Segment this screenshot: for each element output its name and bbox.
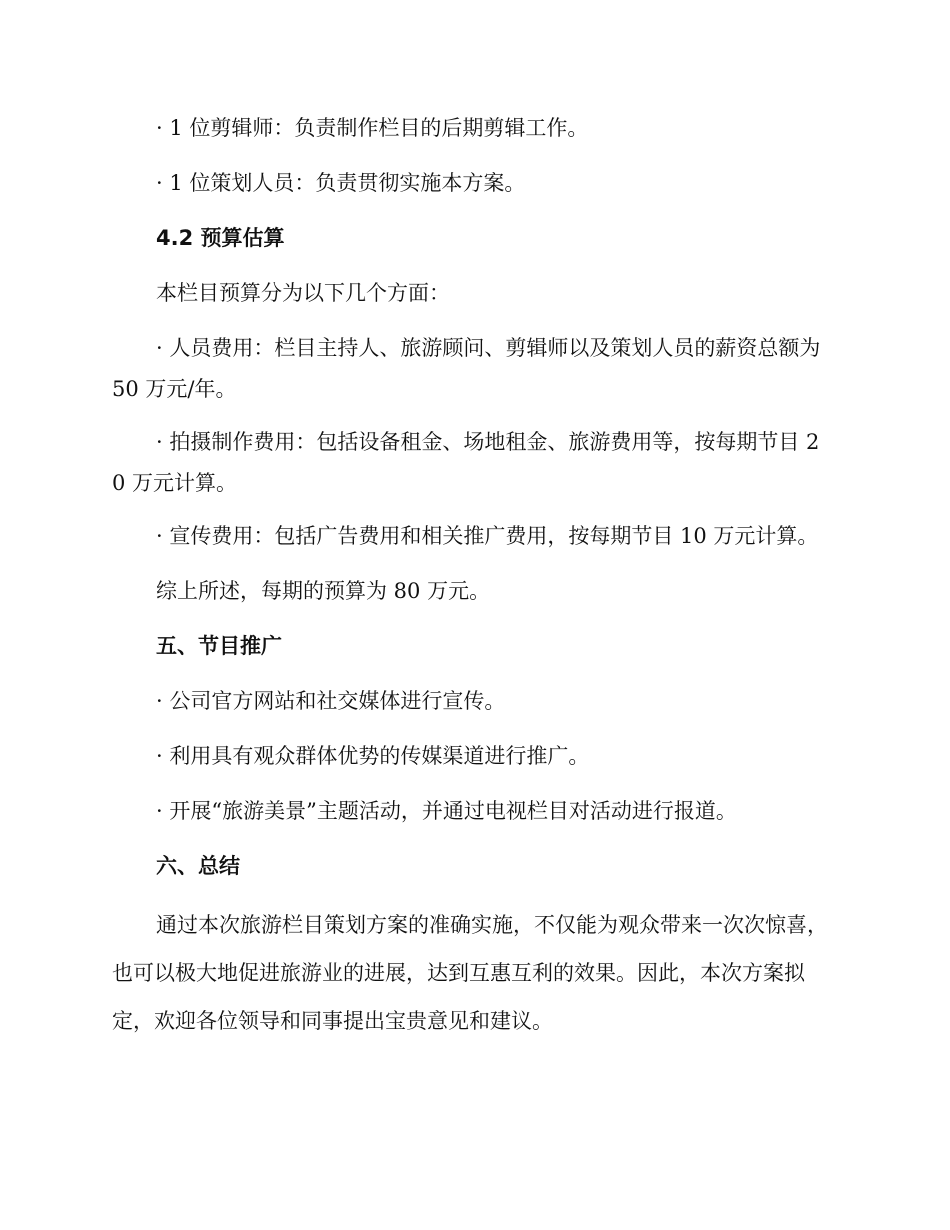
bullet-theme-activity: · 开展“旅游美景”主题活动，并通过电视栏目对活动进行报道。 xyxy=(156,799,737,823)
summary-paragraph: 通过本次旅游栏目策划方案的准确实施，不仅能为观众带来一次次惊喜，也可以极大地促进旅游业的进展，达到互惠互利的效果。因此，本次方案拟定，欢迎各位领导和同事提出宝贵意见和建议。 xyxy=(112,913,828,1033)
bullet-production-cost: · 拍摄制作费用：包括设备租金、场地租金、旅游费用等，按每期节目 20 万元计算。 xyxy=(112,430,820,495)
bullet-promotion-cost: · 宣传费用：包括广告费用和相关推广费用，按每期节目 10 万元计算。 xyxy=(156,524,819,548)
budget-intro: 本栏目预算分为以下几个方面： xyxy=(156,281,450,305)
section-heading-budget: 4.2 预算估算 xyxy=(156,226,285,250)
bullet-personnel-cost: · 人员费用：栏目主持人、旅游顾问、剪辑师以及策划人员的薪资总额为 50 万元/年。 xyxy=(112,336,821,401)
document-content xyxy=(112,108,828,1045)
bullet-planner-staff: · 1 位策划人员：负责贯彻实施本方案。 xyxy=(156,171,526,195)
section-heading-summary: 六、总结 xyxy=(156,854,240,878)
bullet-editor-staff: · 1 位剪辑师：负责制作栏目的后期剪辑工作。 xyxy=(156,116,589,140)
bullet-company-website: · 公司官方网站和社交媒体进行宣传。 xyxy=(156,689,506,713)
section-heading-promotion: 五、节目推广 xyxy=(156,634,282,658)
budget-summary: 综上所述，每期的预算为 80 万元。 xyxy=(156,579,491,603)
bullet-media-channels: · 利用具有观众群体优势的传媒渠道进行推广。 xyxy=(156,744,590,768)
